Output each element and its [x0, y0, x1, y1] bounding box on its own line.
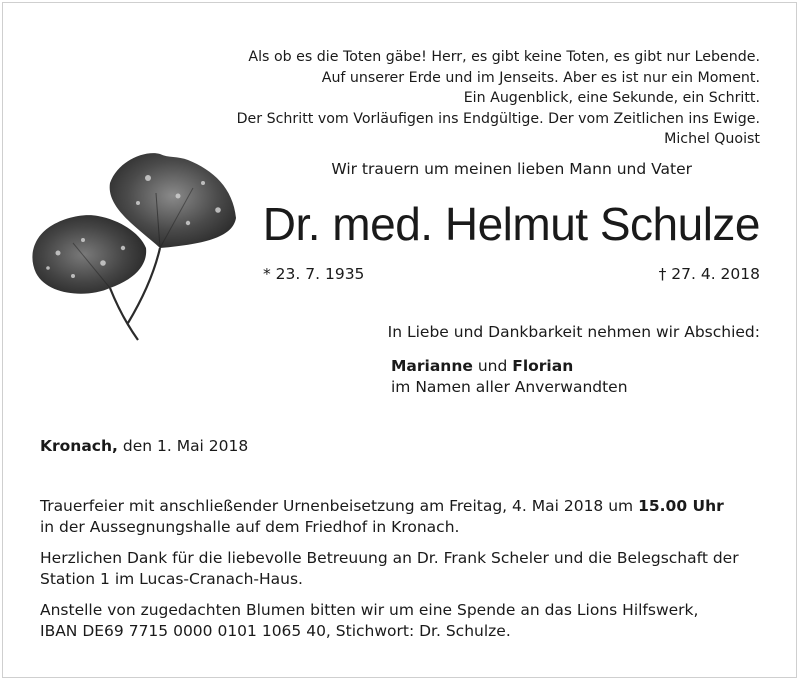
- farewell-line: In Liebe und Dankbarkeit nehmen wir Abschied:: [387, 323, 760, 341]
- poem-line: Ein Augenblick, eine Sekunde, ein Schritt.: [463, 90, 760, 106]
- deceased-name: Dr. med. Helmut Schulze: [262, 198, 760, 250]
- thanks-info: [40, 548, 739, 590]
- family-name-2: Florian: [512, 357, 574, 375]
- funeral-info: [40, 496, 724, 538]
- death-date: † 27. 4. 2018: [658, 265, 760, 283]
- donation-line-1: Anstelle von zugedachten Blumen bitten wir um eine Spende an das Lions Hilfswerk,: [40, 601, 699, 619]
- mourning-line: Wir trauern um meinen lieben Mann und Vater: [331, 160, 692, 178]
- thanks-line-2: Station 1 im Lucas-Cranach-Haus.: [40, 570, 303, 588]
- birth-date: * 23. 7. 1935: [263, 265, 365, 283]
- family-relatives-line: im Namen aller Anverwandten: [391, 378, 628, 396]
- funeral-line-1: [40, 496, 724, 517]
- family-connector: und: [472, 357, 513, 375]
- funeral-line-2: in der Aussegnungshalle auf dem Friedhof in Kronach.: [40, 518, 460, 536]
- poem-author: Michel Quoist: [664, 131, 760, 147]
- poem: [237, 47, 760, 150]
- family-signature: [391, 356, 628, 398]
- funeral-time: 15.00 Uhr: [638, 497, 724, 515]
- date: den 1. Mai 2018: [117, 437, 249, 455]
- funeral-text: Trauerfeier mit anschließender Urnenbeisetzung am Freitag, 4. Mai 2018 um: [40, 497, 639, 515]
- poem-line: Auf unserer Erde und im Jenseits. Aber es ist nur ein Moment.: [321, 69, 760, 86]
- place-date: [40, 437, 248, 455]
- poem-line: Der Schritt vom Vorläufigen ins Endgültige. Der vom Zeitlichen ins Ewige.: [236, 110, 760, 127]
- place: Kronach,: [40, 437, 118, 455]
- poem-line: Als ob es die Toten gäbe! Herr, es gibt keine Toten, es gibt nur Lebende.: [248, 49, 760, 65]
- family-names: [391, 356, 628, 377]
- thanks-line-1: Herzlichen Dank für die liebevolle Betreuung an Dr. Frank Scheler und die Belegschaft der: [40, 549, 739, 567]
- donation-info: [40, 600, 698, 642]
- family-name-1: Marianne: [391, 357, 473, 375]
- ginkgo-leaves-icon: [28, 148, 240, 344]
- donation-line-2: IBAN DE69 7715 0000 0101 1065 40, Stichwort: Dr. Schulze.: [40, 622, 511, 640]
